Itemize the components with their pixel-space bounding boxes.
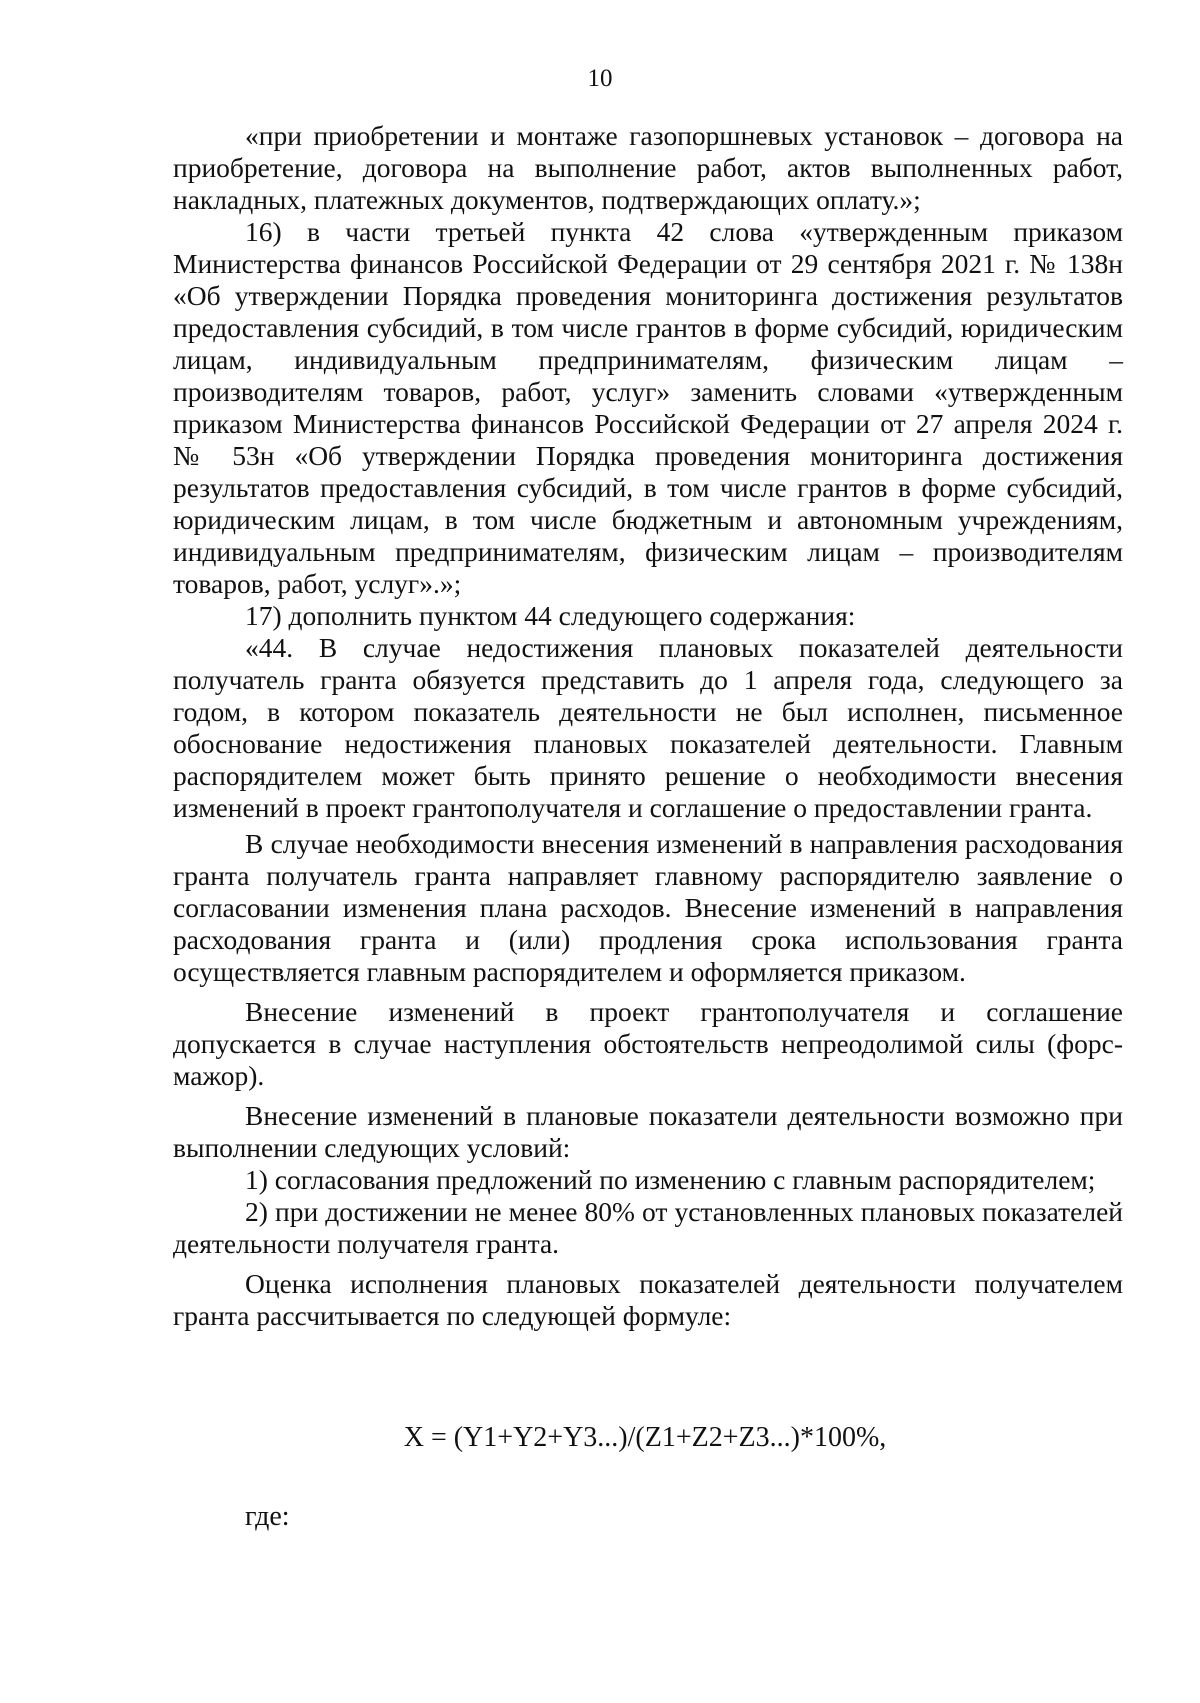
document-body — [173, 120, 1123, 1332]
paragraph-quote-gas-installations: «при приобретении и монтаже газопоршневых установок – договора на приобретение, договора на выполнение работ, актов выполненных работ, накладных, платежных документов, подтверждающих оплату.»; — [173, 120, 1123, 215]
paragraph-expense-changes: В случае необходимости внесения изменений в направления расходования гранта получатель гранта направляет главному распорядителю заявление о согласовании изменения плана расходов. Внесение изменений в направления расходования гранта и (или) продления срока использования гранта осуществляется главным распорядителем и оформляется приказом. — [173, 828, 1123, 987]
paragraph-point-44: «44. В случае недостижения плановых показателей деятельности получатель гранта обязуется представить до 1 апреля года, следующего за годом, в котором показатель деятельности не был исполнен, письменное обоснование недостижения плановых показателей деятельности. Главным распорядителем может быть принято решение о необходимости внесения изменений в проект грантополучателя и соглашение о предоставлении гранта. — [173, 632, 1123, 823]
page-number: 10 — [587, 65, 613, 92]
paragraph-condition-1: 1) согласования предложений по изменению с главным распорядителем; — [245, 1164, 1096, 1195]
paragraph-conditions-intro: Внесение изменений в плановые показатели деятельности возможно при выполнении следующих условий: — [173, 1100, 1123, 1163]
paragraph-evaluation-intro: Оценка исполнения плановых показателей деятельности получателем гранта рассчитывается по следующей формуле: — [173, 1268, 1123, 1331]
paragraph-item-16: 16) в части третьей пункта 42 слова «утвержденным приказом Министерства финансов Российской Федерации от 29 сентября 2021 г. № 138н «Об утверждении Порядка проведения мониторинга достижения результатов предоставления субсидий, в том числе грантов в форме субсидий, юридическим лицам, индивидуальным предпринимателям, физическим лицам – производителям товаров, работ, услуг» заменить словами «утвержденным приказом Министерства финансов Российской Федерации от 27 апреля 2024 г. № 53н «Об утверждении Порядка проведения мониторинга достижения результатов предоставления субсидий, в том числе грантов в форме субсидий, юридическим лицам, в том числе бюджетным и автономным учреждениям, индивидуальным предпринимателям, физическим лицам – производителям товаров, работ, услуг».»; — [173, 216, 1123, 599]
where-label: где: — [245, 1501, 290, 1532]
evaluation-formula: X = (Y1+Y2+Y3...)/(Z1+Z2+Z3...)*100%, — [403, 1422, 887, 1453]
paragraph-item-17: 17) дополнить пунктом 44 следующего содержания: — [245, 600, 856, 631]
paragraph-force-majeure: Внесение изменений в проект грантополучателя и соглашение допускается в случае наступления обстоятельств непреодолимой силы (форс-мажор). — [173, 996, 1123, 1091]
paragraph-condition-2: 2) при достижении не менее 80% от установленных плановых показателей деятельности получателя гранта. — [173, 1196, 1123, 1259]
